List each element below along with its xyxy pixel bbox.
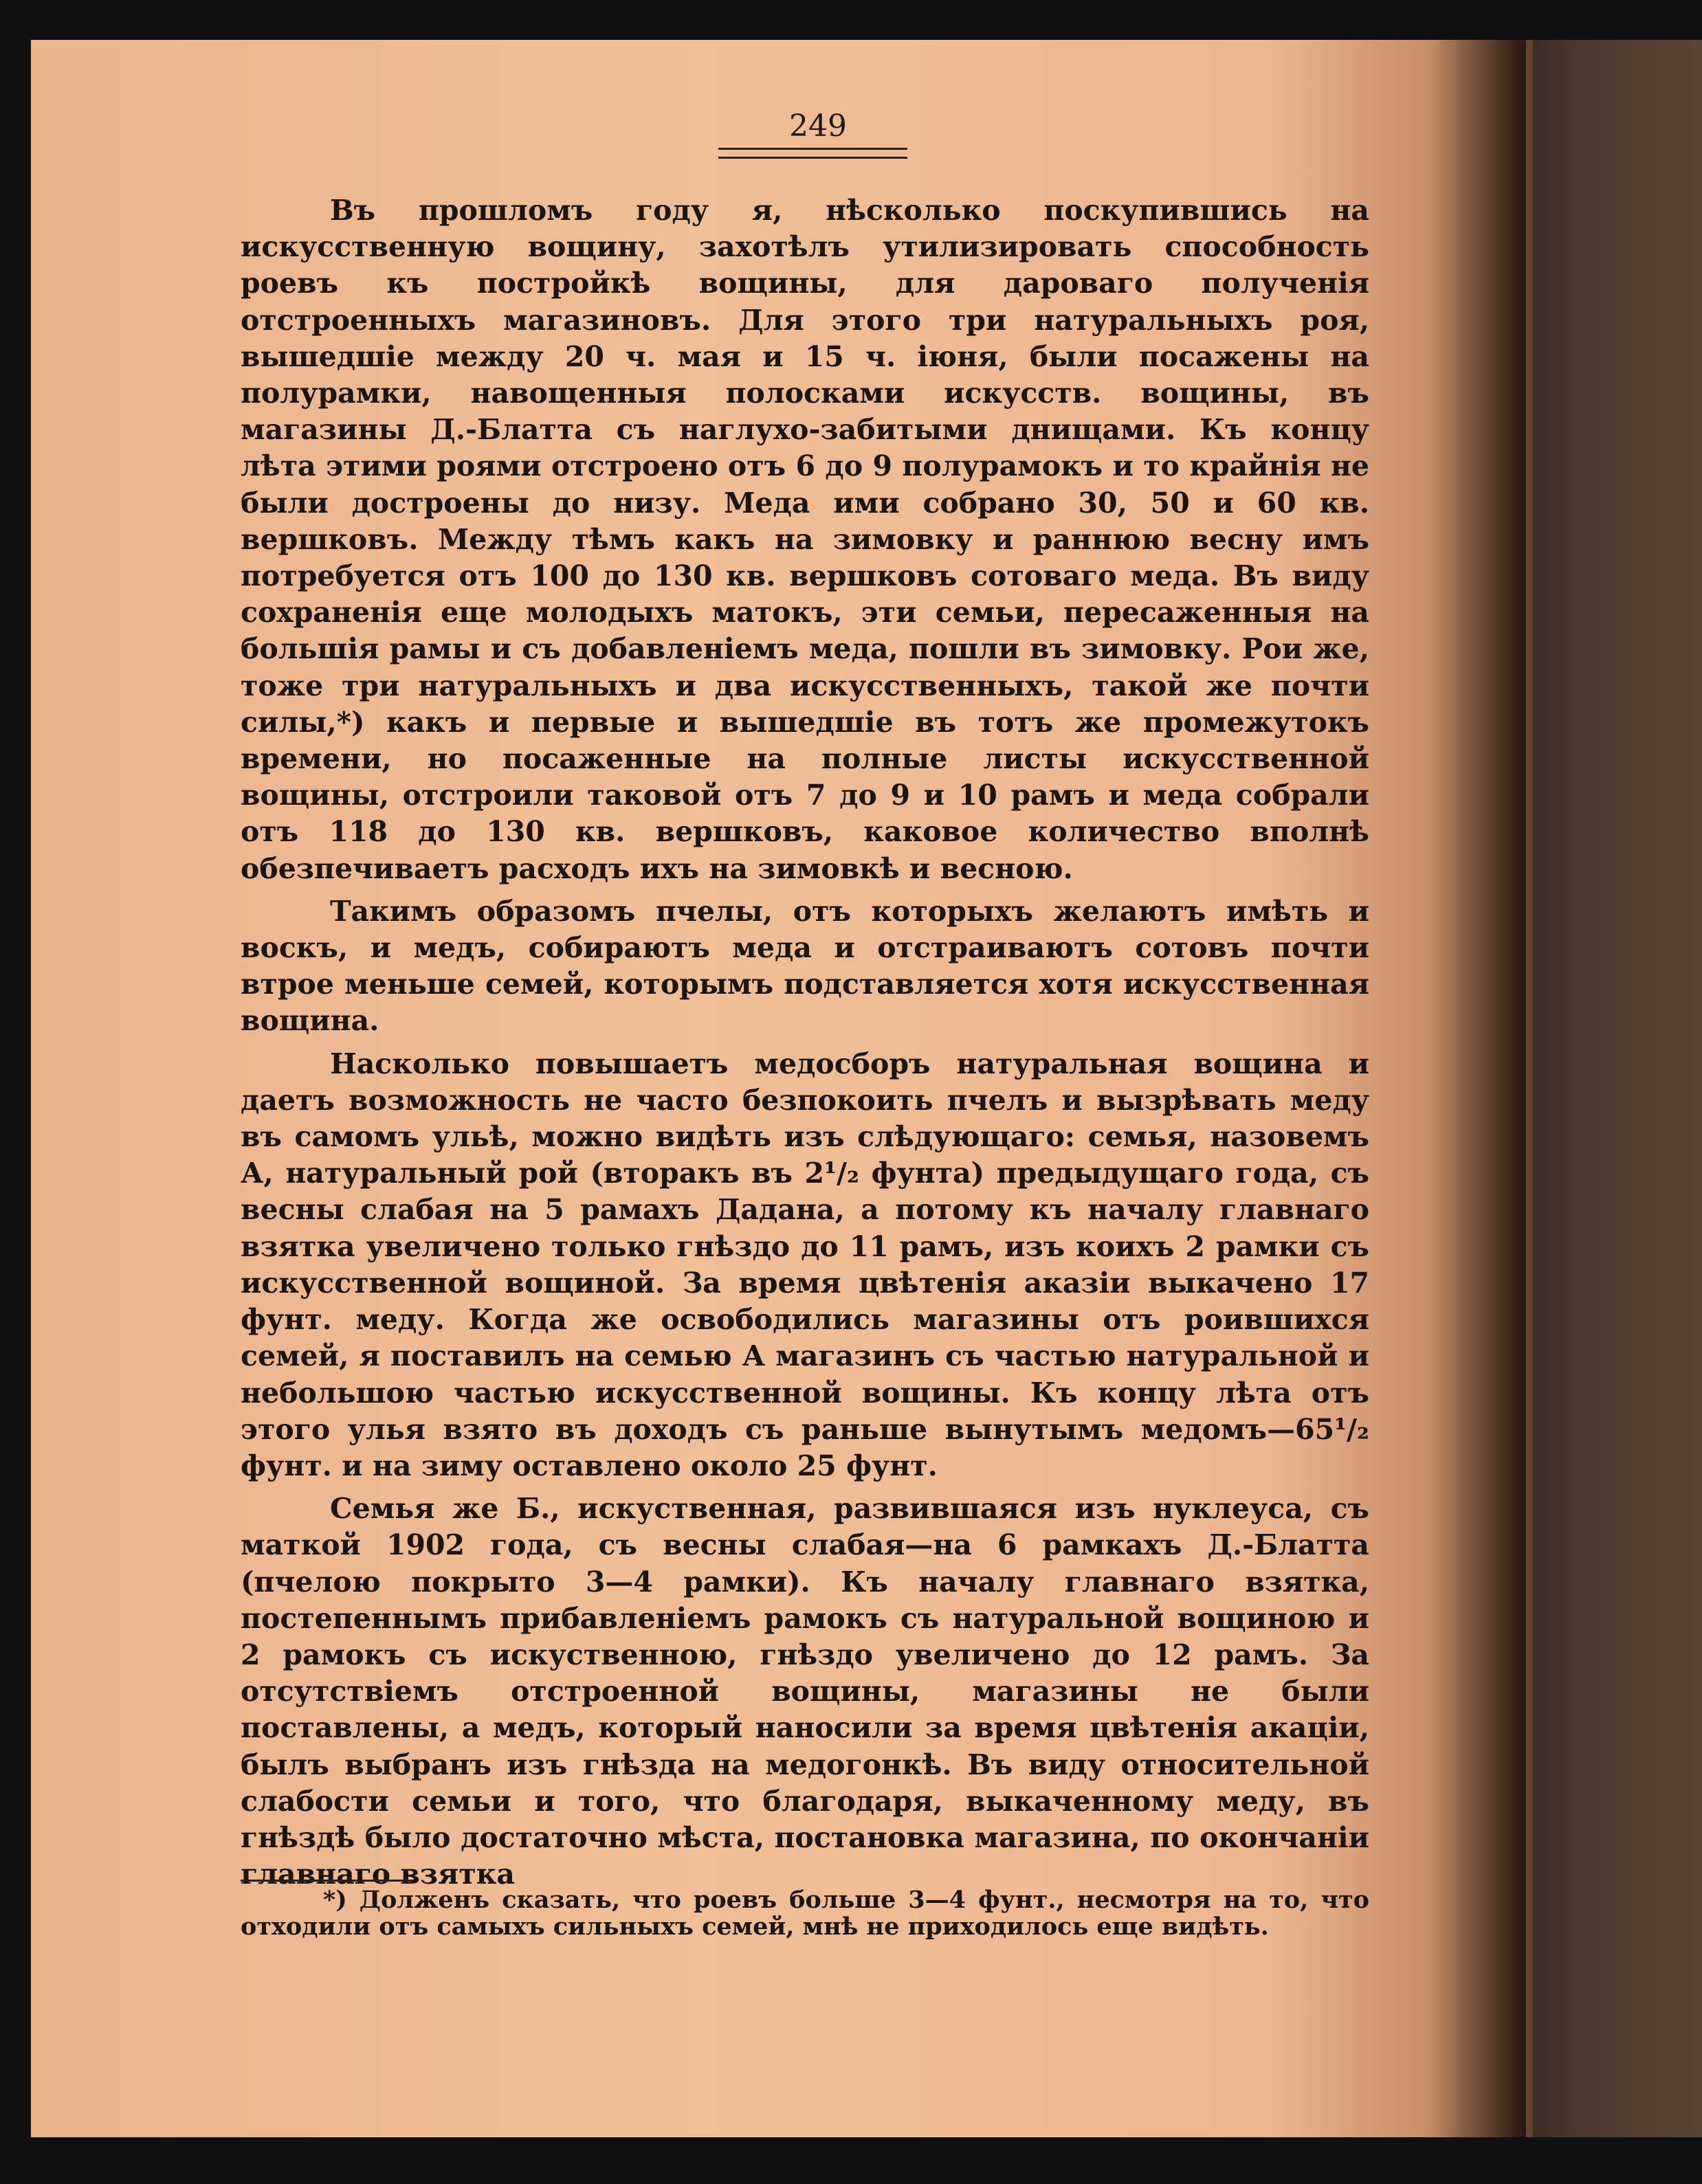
paragraph: Насколько повышаетъ медосборъ натуральная вощина и даетъ возможность не часто безпокоить пчелъ и вызрѣвать меду въ самомъ ульѣ, можно видѣть изъ слѣдующаго: семья, назовемъ А, натуральный рой (вторакъ въ 2¹/₂ фунта) предыдущаго года, съ весны слабая на 5 рамахъ Дадана, а потому къ началу главнаго взятка увеличено только гнѣздо до 11 рамъ, изъ коихъ 2 рамки съ искусственной вощиной. За время цвѣтенія аказіи выкачено 17 фунт. меду. Когда же освободились магазины отъ роившихся семей, я поставилъ на семью А магазинъ съ частью натуральной и небольшою частью искусственной вощины. Къ концу лѣта отъ этого улья взято въ доходъ съ раньше вынутымъ медомъ—65¹/₂ фунт. и на зиму оставлено около 25 фунт. <box>241 1047 1369 1482</box>
paragraph: Семья же Б., искуственная, развившаяся изъ нуклеуса, съ маткой 1902 года, съ весны слабая—на 6 рамкахъ Д.-Блатта (пчелою покрыто 3—4 рамки). Къ началу главнаго взятка, постепеннымъ прибавленіемъ рамокъ съ натуральной вощиною и 2 рамокъ съ искуственною, гнѣздо увеличено до 12 рамъ. За отсутствіемъ отстроенной вощины, магазины не были поставлены, а медъ, который наносили за время цвѣтенія акаціи, былъ выбранъ изъ гнѣзда на медогонкѣ. Въ виду относительной слабости семьи и того, что благодаря, выкаченному меду, въ гнѣздѣ было достаточно мѣста, постановка магазина, по окончаніи главнаго взятка <box>241 1492 1369 1891</box>
footnote: *) Долженъ сказать, что роевъ больше 3—4 фунт., несмотря на то, что отходили отъ самыхъ сильныхъ семей, мнѣ не приходилось еще видѣть. <box>241 1886 1369 1941</box>
footnote-rule <box>241 1880 414 1882</box>
facing-page-edge <box>1533 40 1702 2137</box>
body-text <box>241 192 1369 1899</box>
book-gutter-shadow <box>1430 40 1526 2137</box>
paragraph: Въ прошломъ году я, нѣсколько поскупившись на искусственную вощину, захотѣлъ утилизировать способность роевъ къ постройкѣ вощины, для дароваго полученія отстроенныхъ магазиновъ. Для этого три натуральныхъ роя, вышедшіе между 20 ч. мая и 15 ч. іюня, были посажены на полурамки, навощенныя полосками искусств. вощины, въ магазины Д.-Блатта съ наглухо-забитыми днищами. Къ концу лѣта этими роями отстроено отъ 6 до 9 полурамокъ и то крайнія не были достроены до низу. Меда ими собрано 30, 50 и 60 кв. вершковъ. Между тѣмъ какъ на зимовку и раннюю весну имъ потребуется отъ 100 до 130 кв. вершковъ сотоваго меда. Въ виду сохраненія еще молодыхъ матокъ, эти семьи, пересаженныя на большія рамы и съ добавленіемъ меда, пошли въ зимовку. Рои же, тоже три натуральныхъ и два искусственныхъ, такой же почти силы,*) какъ и первые и вышедшіе въ тотъ же промежутокъ времени, но посаженные на полные листы искусственной вощины, отстроили таковой отъ 7 до 9 и 10 рамъ и меда собрали отъ 118 до 130 кв. вершковъ, каковое количество вполнѣ обезпечиваетъ расходъ ихъ на зимовкѣ и весною. <box>241 194 1369 885</box>
paragraph: Такимъ образомъ пчелы, отъ которыхъ желаютъ имѣть и воскъ, и медъ, собираютъ меда и отстраиваютъ сотовъ почти втрое меньше семей, которымъ подставляется хотя искусственная вощина. <box>241 894 1369 1038</box>
page-number: 249 <box>789 109 847 144</box>
header-double-rule <box>718 148 907 159</box>
